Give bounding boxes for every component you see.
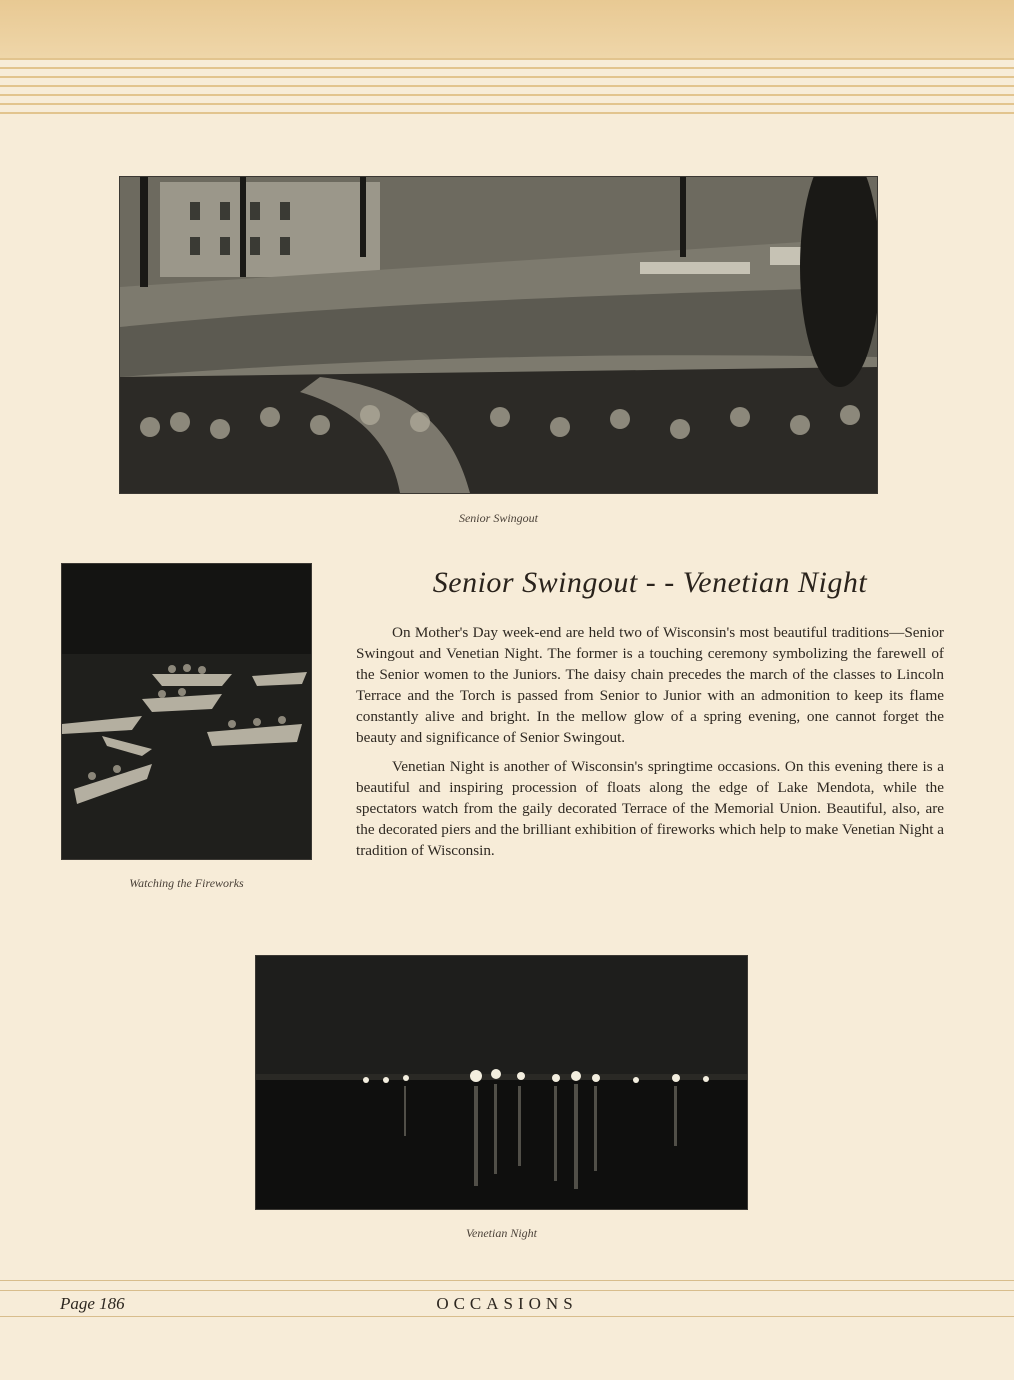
footer-rule-bottom <box>0 1316 1014 1317</box>
venetian-night-caption: Venetian Night <box>466 1226 537 1240</box>
senior-swingout-photo <box>120 177 877 493</box>
footer-rule-top <box>0 1280 1014 1281</box>
article-body <box>356 622 944 869</box>
venetian-night-photo <box>256 956 747 1209</box>
header-rules <box>0 58 1014 121</box>
article-paragraph: Venetian Night is another of Wisconsin's springtime occasions. On this evening there is a beautiful and inspiring procession of floats along the edge of Lake Mendota, while the spectators watch from the gaily decorated Terrace of the Memorial Union. Beautiful, also, are the decorated piers and the brilliant exhibition of fireworks which help to make Venetian Night a tradition of Wisconsin. <box>356 758 944 859</box>
footer-rule-mid <box>0 1290 1014 1291</box>
fireworks-caption: Watching the Fireworks <box>129 876 244 890</box>
senior-swingout-caption: Senior Swingout <box>458 511 538 525</box>
article-paragraph: On Mother's Day week-end are held two of Wisconsin's most beautiful traditions—Senior Swingout and Venetian Night. The former is a touching ceremony symbolizing the farewell of the Senior women to the Juniors. The daisy chain precedes the march of the classes to Lincoln Terrace and the Torch is passed from Senior to Junior with an admonition to keep its flame constantly alive and bright. In the mellow glow of a spring evening, one cannot forget the beauty and significance of Senior Swingout. <box>356 624 944 746</box>
article-title: Senior Swingout - - Venetian Night <box>432 566 868 599</box>
fireworks-photo <box>62 564 311 859</box>
page-number: Page 186 <box>60 1294 125 1313</box>
section-name: OCCASIONS <box>436 1294 578 1313</box>
top-decorative-band <box>0 0 1014 58</box>
